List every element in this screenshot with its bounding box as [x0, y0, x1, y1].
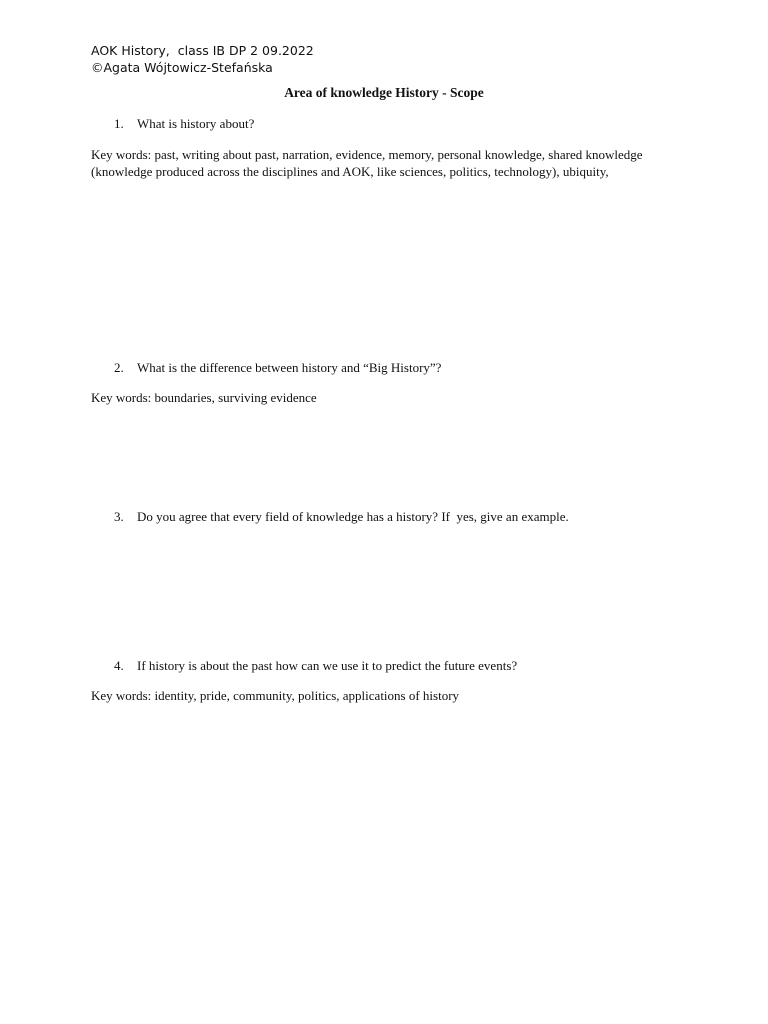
question-1-keywords: Key words: past, writing about past, narration, evidence, memory, personal knowledge, shared knowledge (knowledge produced across the disciplines and AOK, like sciences, politics, technology), ubiquity, [91, 147, 643, 179]
question-4-keywords: Key words: identity, pride, community, politics, applications of history [91, 688, 460, 703]
question-4-number: 4. [114, 658, 124, 673]
question-3 [114, 509, 569, 525]
document-title: Area of knowledge History - Scope [284, 85, 484, 100]
question-1-number: 1. [114, 116, 124, 131]
header-course-line: AOK History, class IB DP 2 09.2022 [91, 43, 314, 58]
document-header [91, 42, 314, 76]
question-2 [114, 360, 441, 376]
question-3-text: Do you agree that every field of knowledge has a history? If yes, give an example. [137, 509, 569, 524]
question-3-number: 3. [114, 509, 124, 524]
question-1 [114, 116, 254, 132]
question-4 [114, 658, 517, 674]
question-2-keywords: Key words: boundaries, surviving evidence [91, 390, 317, 405]
header-author-line: ©Agata Wójtowicz-Stefańska [91, 60, 273, 75]
question-2-text: What is the difference between history and “Big History”? [137, 360, 442, 375]
question-2-number: 2. [114, 360, 124, 375]
question-1-text: What is history about? [137, 116, 255, 131]
question-4-text: If history is about the past how can we use it to predict the future events? [137, 658, 518, 673]
